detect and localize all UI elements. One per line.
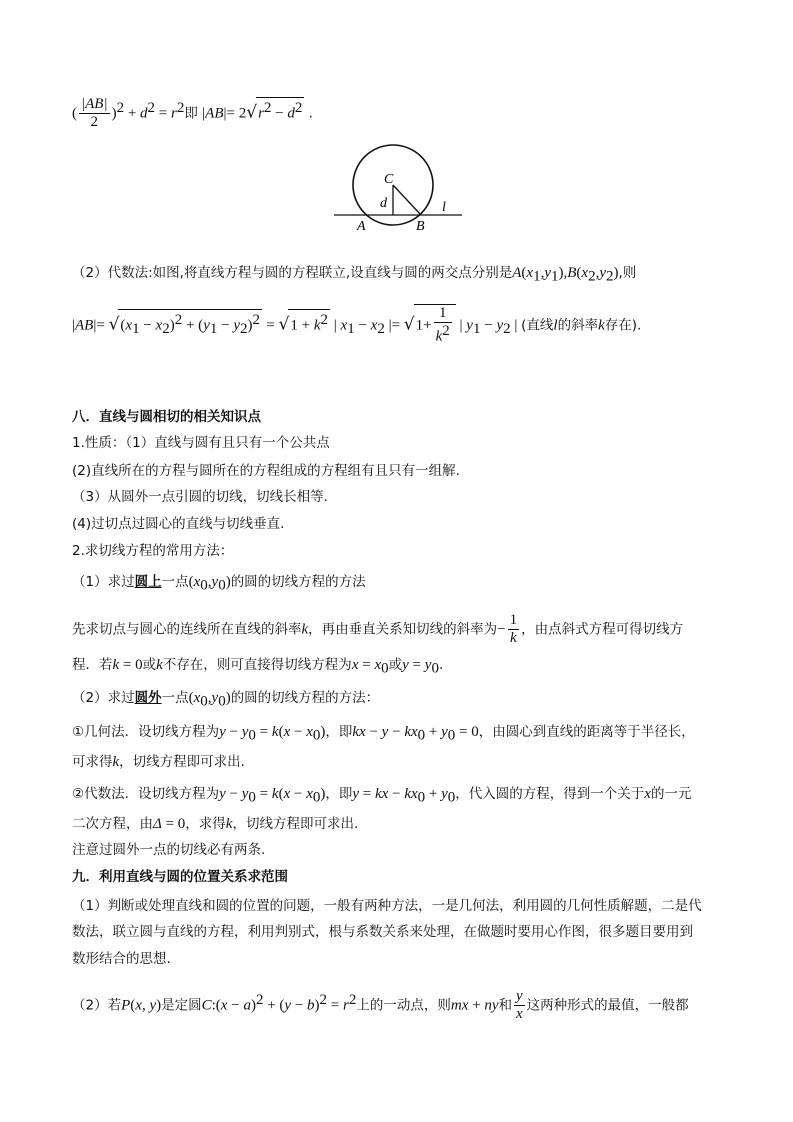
section9-p1a: （1）判断或处理直线和圆的位置的问题，一般有两种方法，一是几何法，利用圆的几何性质解题，二是代 bbox=[72, 898, 702, 914]
label-l: l bbox=[442, 200, 446, 215]
circle-chord-diagram bbox=[330, 143, 470, 235]
section9-p1c: 数形结合的思想. bbox=[72, 951, 171, 967]
section9-p1b: 数法，联立圆与直线的方程，利用判别式，根与系数关系来处理，在做题时要用心作图，很多题目要用到 bbox=[72, 924, 693, 940]
algebraic-method-intro: （2）代数法:如图,将直线方程与圆的方程联立,设直线与圆的两交点分别是$A(x_1,y_1),B(x_2,y_2)$,则 bbox=[72, 265, 637, 285]
method1-body1: 先求切点与圆心的连线所在直线的斜率k，再由垂直关系知切线的斜率为− $\frac{1}{k}$ ，由点斜式方程可得切线方 bbox=[72, 612, 684, 646]
geometric-method-line2: 可求得k，切线方程即可求出. bbox=[72, 754, 245, 770]
label-b: B bbox=[416, 219, 425, 234]
section8-p4: (4)过切点过圆心的直线与切线垂直. bbox=[72, 516, 285, 532]
section8-p5: 2.求切线方程的常用方法： bbox=[72, 543, 234, 559]
geometric-method-line1: ①几何法．设切线方程为$y - y_0 = k(x - x_0)$，即kx − $y - kx_0 + y_0 = 0$，由圆心到直线的距离等于半径长， bbox=[72, 724, 695, 744]
section8-title: 八．直线与圆相切的相关知识点 bbox=[72, 409, 261, 425]
two-tangents-note: 注意过圆外一点的切线必有两条. bbox=[72, 842, 266, 858]
algebraic-method-line2: 二次方程，由Δ = 0，求得k，切线方程即可求出. bbox=[72, 816, 359, 832]
method1-body2: 程．若k = 0或k不存在，则可直接得切线方程为$x = x_0$或$y = y_0$. bbox=[72, 657, 444, 677]
section8-p1: 1.性质：（1）直线与圆有且只有一个公共点 bbox=[72, 435, 330, 451]
label-d: d bbox=[380, 196, 387, 211]
method2-heading: （2）求过圆外一点$(x_0,y_0)$的圆的切线方程的方法： bbox=[72, 690, 380, 710]
label-c: C bbox=[384, 172, 394, 187]
section9-p2: （2）若P(x, y)是定圆C:(x − $a)^2 + (y - b)^2 = r^2$上的一动点，则mx + ny和 $\frac{y}{x}$ 这两种形式的最值，一般都 bbox=[72, 988, 689, 1022]
radius-cb bbox=[393, 185, 421, 215]
section9-title: 九．利用直线与圆的位置关系求范围 bbox=[72, 869, 288, 885]
algebraic-method-line1: ②代数法．设切线方程为$y - y_0 = k(x - x_0)$，即y = kx − $kx_0 + y_0$，代入圆的方程，得到一个关于x的一元 bbox=[72, 786, 692, 806]
section8-p3: （3）从圆外一点引圆的切线，切线长相等. bbox=[72, 489, 328, 505]
method1-heading: （1）求过圆上一点$(x_0,y_0)$的圆的切线方程的方法 bbox=[72, 574, 366, 594]
chord-distance-formula: $|AB|= √(x_1 - x_2)^2 + (y_1 - y_2)^2 = √1 + k^2$ | $x_1 - x_2$ |= √1+ $\frac{1}{k^2}$ | $y_1 - y_2$ | (直线l的斜率k存在). bbox=[72, 305, 642, 345]
chord-length-formula: ( $\frac{|AB|}{2}$ )$^2 + d^2 = r^2$即 $|AB|= 2√r^2 - d^2$ . bbox=[72, 96, 313, 130]
label-a: A bbox=[357, 219, 366, 234]
section8-p2: (2)直线所在的方程与圆所在的方程组成的方程组有且只有一组解. bbox=[72, 463, 460, 479]
